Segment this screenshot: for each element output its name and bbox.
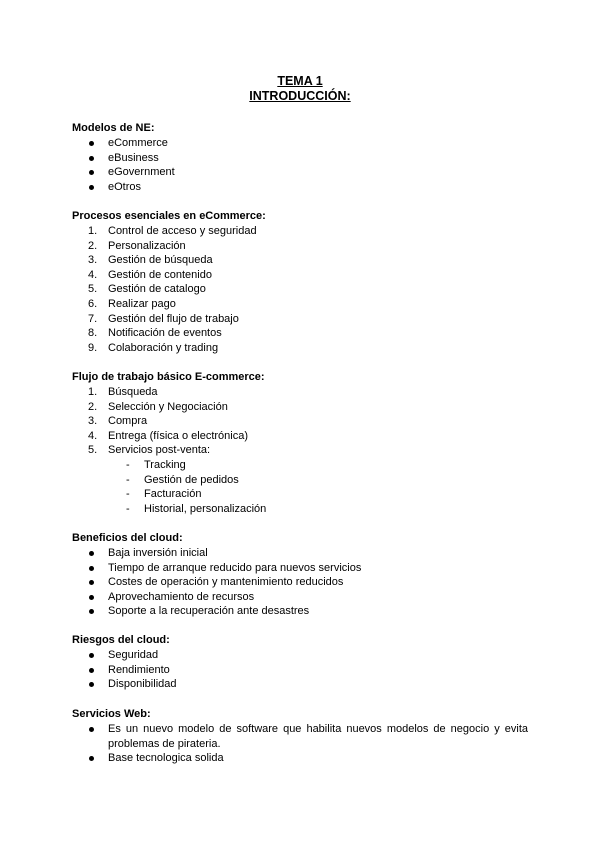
bullet-icon <box>89 551 94 556</box>
bullet-icon <box>89 727 94 732</box>
section-flujo <box>72 370 532 516</box>
list-number: 1. <box>88 386 98 398</box>
section-beneficios <box>72 531 532 619</box>
list-item: eCommerce <box>72 136 532 151</box>
list-item: 7. Gestión del flujo de trabajo <box>88 312 239 325</box>
bullet-icon <box>89 185 94 190</box>
list-item: Aprovechamiento de recursos <box>72 590 532 605</box>
list-item: 9. Colaboración y trading <box>88 341 219 354</box>
section-heading: Procesos esenciales en eCommerce: <box>72 210 266 222</box>
document-title: TEMA 1 <box>277 74 323 88</box>
list-item: Disponibilidad <box>72 677 532 692</box>
bullet-icon <box>89 653 94 658</box>
list-number: 9. <box>88 341 98 354</box>
list-item: 5. Gestión de catalogo <box>88 283 206 296</box>
dash-marker: - <box>126 502 130 515</box>
list-item: eBusiness <box>72 151 532 166</box>
bullet-icon <box>89 580 94 585</box>
list-number: 4. <box>88 429 98 442</box>
section-heading: Modelos de NE: <box>72 122 155 134</box>
list-number: 2. <box>88 239 98 252</box>
list-item: 2. Personalización <box>88 239 186 252</box>
list-item: 4. Entrega (física o electrónica) <box>88 429 249 442</box>
dash-marker: - <box>126 473 130 486</box>
section-modelos <box>72 121 532 194</box>
list-number: 7. <box>88 312 98 325</box>
document-subtitle: INTRODUCCIÓN: <box>249 89 351 103</box>
list-number: 6. <box>88 297 98 310</box>
sub-list-item: - Tracking <box>126 458 186 471</box>
bullet-icon <box>89 566 94 571</box>
list-number: 2. <box>88 400 98 413</box>
section-riesgos <box>72 633 532 692</box>
list-item: 1. Búsqueda <box>88 386 158 398</box>
dash-marker: - <box>126 488 130 501</box>
list-item: 2. Selección y Negociación <box>88 400 228 413</box>
list-item: Base tecnologica solida <box>72 751 532 766</box>
bullet-icon <box>89 170 94 175</box>
section-heading: Riesgos del cloud: <box>72 634 170 646</box>
list-item: Soporte a la recuperación ante desastres <box>72 604 532 619</box>
bullet-icon <box>89 756 94 761</box>
bullet-icon <box>89 141 94 146</box>
dash-marker: - <box>126 458 130 471</box>
bullet-icon <box>89 595 94 600</box>
sub-list-item: - Historial, personalización <box>126 502 267 515</box>
list-number: 1. <box>88 225 98 237</box>
list-number: 3. <box>88 254 98 267</box>
section-procesos <box>72 209 532 355</box>
list-number: 5. <box>88 444 98 457</box>
list-item: 6. Realizar pago <box>88 297 176 310</box>
list-item: 3. Compra <box>88 415 148 428</box>
list-item: Costes de operación y mantenimiento reducidos <box>72 575 532 590</box>
list-number: 5. <box>88 283 98 296</box>
section-heading: Flujo de trabajo básico E-commerce: <box>72 371 265 383</box>
list-item: Rendimiento <box>72 663 532 678</box>
section-heading: Servicios Web: <box>72 708 151 720</box>
section-heading: Beneficios del cloud: <box>72 532 183 544</box>
list-item: 1. Control de acceso y seguridad <box>88 225 257 237</box>
bullet-icon <box>89 609 94 614</box>
list-item: eOtros <box>72 180 532 195</box>
bullet-icon <box>89 682 94 687</box>
bullet-icon <box>89 156 94 161</box>
list-number: 3. <box>88 415 98 428</box>
list-item: 8. Notificación de eventos <box>88 327 222 340</box>
sub-list-item: - Facturación <box>126 488 202 501</box>
list-item: Es un nuevo modelo de software que habilita nuevos modelos de negocio y evita problemas de pirateria. <box>72 722 532 751</box>
bullet-icon <box>89 668 94 673</box>
list-item: eGovernment <box>72 165 532 180</box>
section-servicios-web <box>72 707 532 766</box>
list-item: Baja inversión inicial <box>72 546 532 561</box>
list-item: 5. Servicios post-venta: <box>88 444 211 457</box>
list-item: 3. Gestión de búsqueda <box>88 254 213 267</box>
list-item: Seguridad <box>72 648 532 663</box>
sub-list-item: - Gestión de pedidos <box>126 473 239 486</box>
list-number: 8. <box>88 327 98 340</box>
list-item: 4. Gestión de contenido <box>88 268 212 281</box>
list-number: 4. <box>88 268 98 281</box>
list-item: Tiempo de arranque reducido para nuevos servicios <box>72 561 532 576</box>
